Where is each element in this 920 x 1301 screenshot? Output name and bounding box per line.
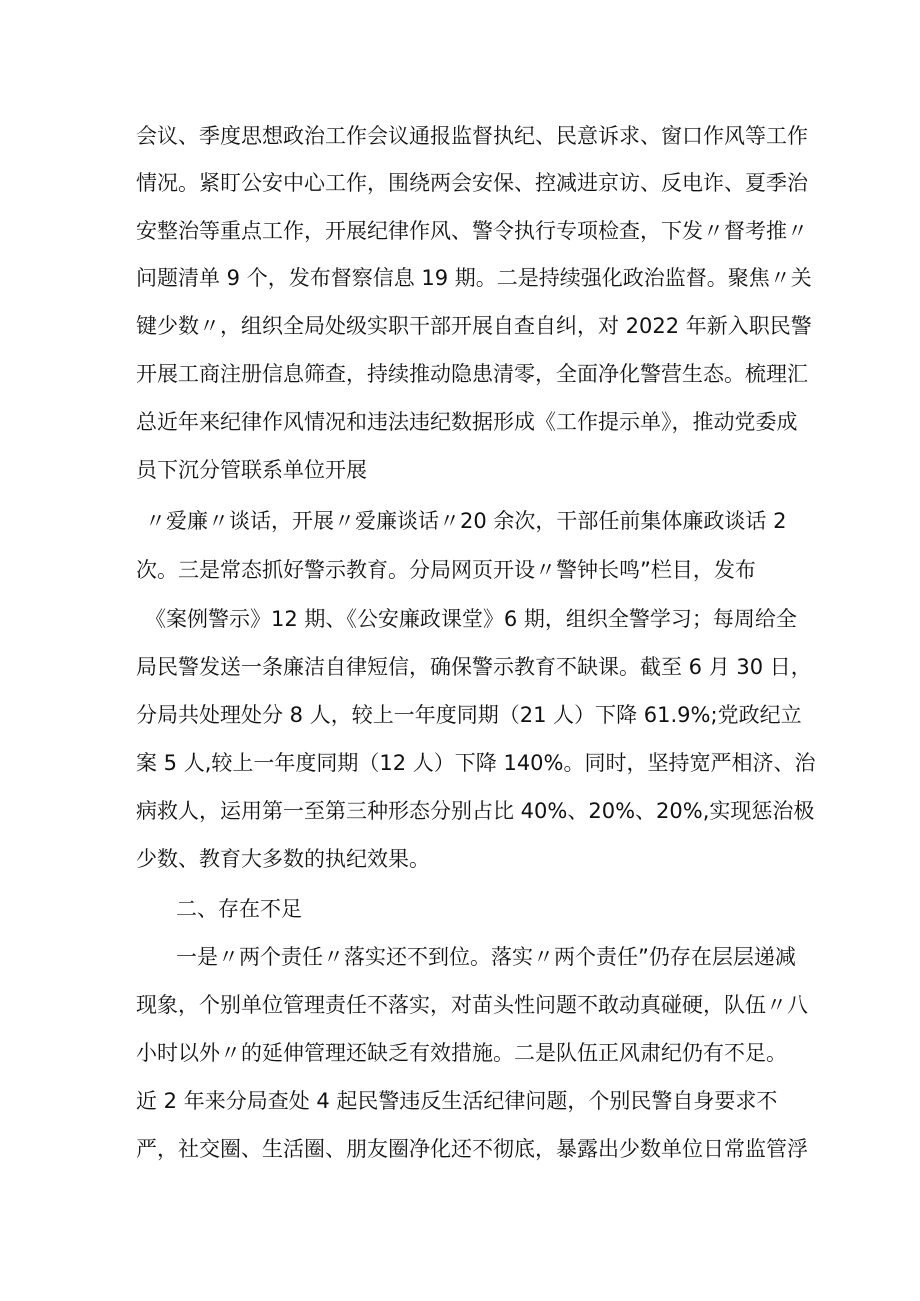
paragraph-line: 键少数〃，组织全局处级实职干部开展自查自纠，对 2022 年新入职民警 xyxy=(136,314,812,338)
paragraph-line: 开展工商注册信息筛查，持续推动隐患清零，全面净化警营生态。梳理汇 xyxy=(136,362,808,386)
paragraph-line: 会议、季度思想政治工作会议通报监督执纪、民意诉求、窗口作风等工作 xyxy=(136,124,808,148)
paragraph-line: 局民警发送一条廉洁自律短信，确保警示教育不缺课。截至 6 月 30 日， xyxy=(136,655,812,679)
section-heading: 二、存在不足 xyxy=(176,897,302,921)
paragraph-line: 《案例警示》12 期、《公安廉政课堂》6 期，组织全警学习；每周给全 xyxy=(145,607,797,631)
paragraph-line: 近 2 年来分局查处 4 起民警违反生活纪律问题，个别民警自身要求不 xyxy=(136,1089,778,1113)
paragraph-line: 现象，个别单位管理责任不落实，对苗头性问题不敢动真碰硬，队伍〃八 xyxy=(136,993,808,1017)
paragraph-line: 总近年来纪律作风情况和违法违纪数据形成《工作提示单》，推动党委成 xyxy=(136,410,798,434)
paragraph-line: 员下沉分管联系单位开展 xyxy=(136,458,367,482)
paragraph-line: 少数、教育大多数的执纪效果。 xyxy=(136,847,430,871)
paragraph-line: 次。三是常态抓好警示教育。分局网页开设〃警钟长鸣”栏目，发布 xyxy=(136,558,756,582)
paragraph-line: 病救人，运用第一至第三种形态分别占比 40%、20%、20%,实现惩治极 xyxy=(136,799,815,823)
paragraph-line: 严，社交圈、生活圈、朋友圈净化还不彻底，暴露出少数单位日常监管浮 xyxy=(136,1137,808,1161)
paragraph-line: 分局共处理处分 8 人，较上一年度同期（21 人）下降 61.9%;党政纪立 xyxy=(136,703,802,727)
paragraph-line: 情况。紧盯公安中心工作，围绕两会安保、控减进京访、反电诈、夏季治 xyxy=(136,171,808,195)
paragraph-line: 案 5 人,较上一年度同期（12 人）下降 140%。同时，坚持宽严相济、治 xyxy=(136,751,816,775)
paragraph-line: 安整治等重点工作，开展纪律作风、警令执行专项检查，下发〃督考推〃 xyxy=(136,219,808,243)
paragraph-line: 〃爱廉〃谈话，开展〃爱廉谈话〃20 余次，干部任前集体廉政谈话 2 xyxy=(145,509,787,533)
paragraph-line: 问题清单 9 个，发布督察信息 19 期。二是持续强化政治监督。聚焦〃关 xyxy=(136,266,812,290)
paragraph-line: 小时以外〃的延伸管理还缺乏有效措施。二是队伍正风肃纪仍有不足。 xyxy=(136,1041,787,1065)
paragraph-line: 一是〃两个责任〃落实还不到位。落实〃两个责任”仍存在层层递减 xyxy=(176,945,796,969)
